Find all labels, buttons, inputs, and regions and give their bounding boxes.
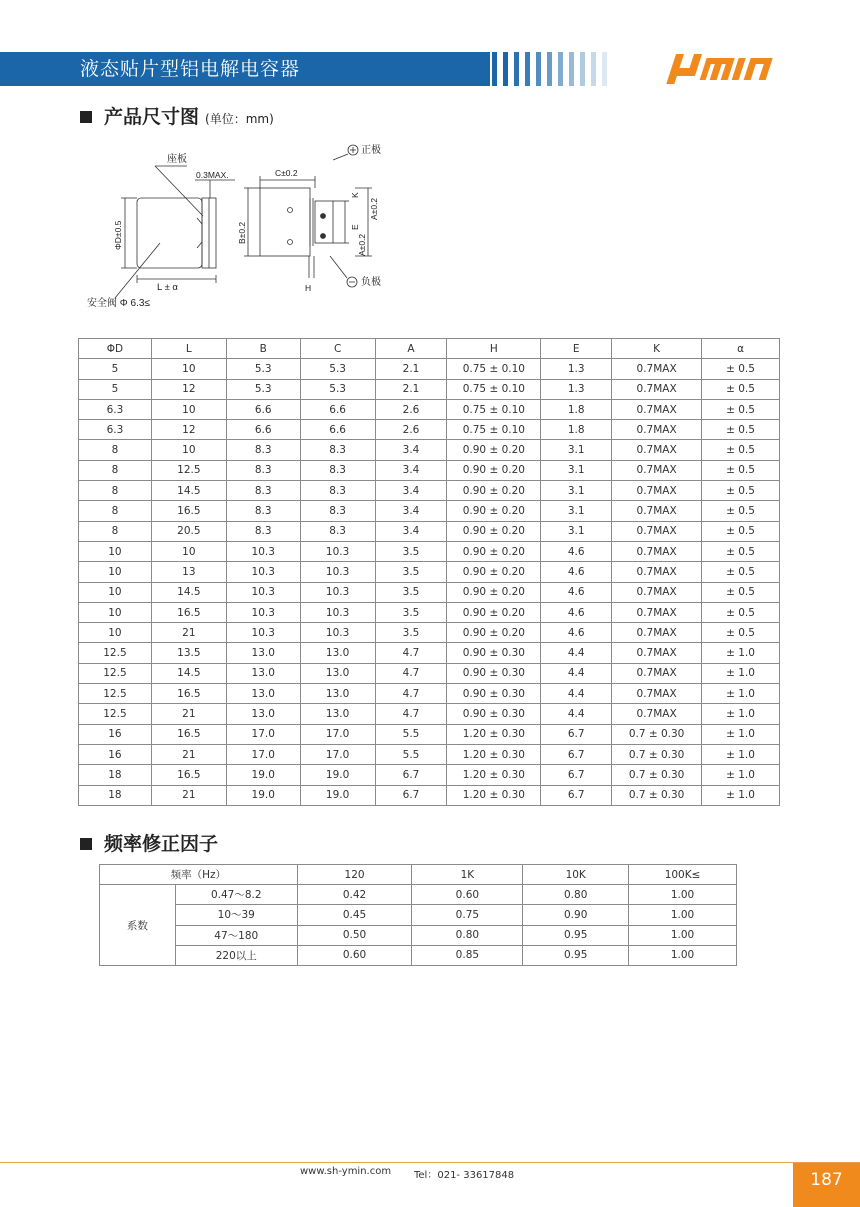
table-cell: 4.6: [541, 541, 612, 561]
frequency-table-body: [100, 865, 737, 966]
table-cell: 0.7MAX: [612, 399, 702, 419]
table-cell: ± 0.5: [702, 440, 780, 460]
table-cell: 21: [151, 785, 226, 805]
footer-tel: Tel：021- 33617848: [414, 1170, 515, 1181]
table-cell: 0.7MAX: [612, 420, 702, 440]
table-cell: 13.5: [151, 643, 226, 663]
bullet-square-icon: [80, 838, 92, 850]
table-cell: 14.5: [151, 663, 226, 683]
table-cell: 0.90 ± 0.20: [447, 582, 541, 602]
table-cell: 0.90 ± 0.20: [447, 623, 541, 643]
table-cell: 5.3: [226, 359, 300, 379]
table-row: [79, 379, 780, 399]
table-cell: 4.7: [375, 704, 447, 724]
table-cell: 20.5: [151, 521, 226, 541]
table-cell: ± 0.5: [702, 602, 780, 622]
table-row: [79, 623, 780, 643]
table-cell: 10: [79, 602, 152, 622]
table-cell: 10: [79, 562, 152, 582]
table-cell: 4.4: [541, 684, 612, 704]
freq-column-header: 120: [297, 865, 412, 885]
table-row: [79, 541, 780, 561]
column-header: C: [300, 339, 375, 359]
table-cell: 2.1: [375, 379, 447, 399]
table-cell: 8.3: [300, 440, 375, 460]
table-cell: ± 1.0: [702, 724, 780, 744]
table-cell: 0.7MAX: [612, 541, 702, 561]
label-b: B±0.2: [237, 221, 247, 244]
table-cell: 4.6: [541, 562, 612, 582]
table-cell: 1.20 ± 0.30: [447, 765, 541, 785]
table-cell: 10.3: [226, 562, 300, 582]
bottom-view: [244, 145, 372, 287]
coefficient-value: 0.95: [523, 925, 629, 945]
table-cell: 10.3: [300, 602, 375, 622]
table-cell: ± 1.0: [702, 744, 780, 764]
table-row: [79, 643, 780, 663]
table-cell: 0.75 ± 0.10: [447, 420, 541, 440]
table-cell: 8.3: [226, 501, 300, 521]
coefficient-value: 0.60: [412, 885, 523, 905]
table-cell: ± 0.5: [702, 399, 780, 419]
table-cell: 0.90 ± 0.20: [447, 602, 541, 622]
page-title: 液态贴片型铝电解电容器: [80, 58, 301, 80]
table-cell: 12.5: [79, 704, 152, 724]
table-cell: 16.5: [151, 602, 226, 622]
table-cell: 3.5: [375, 623, 447, 643]
table-cell: 16: [79, 724, 152, 744]
table-cell: 2.1: [375, 359, 447, 379]
label-k: K: [350, 192, 360, 198]
table-cell: 6.7: [375, 765, 447, 785]
coefficient-value: 0.60: [297, 945, 412, 965]
table-cell: 16.5: [151, 684, 226, 704]
label-h: H: [305, 283, 312, 293]
table-cell: 10.3: [300, 582, 375, 602]
ymin-logo: [664, 48, 784, 90]
capacitance-range: 220以上: [175, 945, 297, 965]
label-negative: 负极: [361, 277, 381, 288]
table-cell: 3.5: [375, 541, 447, 561]
table-cell: 21: [151, 744, 226, 764]
coefficient-value: 0.50: [297, 925, 412, 945]
table-cell: 2.6: [375, 420, 447, 440]
unit-label: (单位：mm): [205, 112, 274, 126]
table-cell: ± 0.5: [702, 623, 780, 643]
dimension-diagram: [85, 138, 415, 308]
table-cell: 0.90 ± 0.30: [447, 643, 541, 663]
table-cell: 3.4: [375, 481, 447, 501]
footer-rule: [0, 1162, 860, 1163]
table-row: [79, 684, 780, 704]
table-header-row: [79, 339, 780, 359]
table-cell: 1.20 ± 0.30: [447, 724, 541, 744]
table-cell: 13.0: [226, 684, 300, 704]
table-cell: 0.7MAX: [612, 582, 702, 602]
label-safety-valve: 安全阀 Φ 6.3≤: [87, 298, 150, 308]
table-row: [79, 704, 780, 724]
table-row: [79, 602, 780, 622]
table-cell: ± 0.5: [702, 359, 780, 379]
freq-header-row: [100, 865, 737, 885]
table-cell: 2.6: [375, 399, 447, 419]
label-e: E: [350, 224, 360, 230]
table-cell: 8: [79, 501, 152, 521]
table-cell: 10: [151, 399, 226, 419]
table-cell: 13.0: [300, 684, 375, 704]
frequency-table: [99, 864, 737, 966]
table-cell: 8.3: [226, 521, 300, 541]
table-cell: 6.3: [79, 420, 152, 440]
table-cell: 0.90 ± 0.20: [447, 541, 541, 561]
table-cell: ± 1.0: [702, 663, 780, 683]
table-cell: 0.90 ± 0.20: [447, 460, 541, 480]
coefficient-value: 1.00: [629, 925, 737, 945]
table-row: [79, 460, 780, 480]
table-cell: 0.7MAX: [612, 440, 702, 460]
table-cell: 0.90 ± 0.20: [447, 501, 541, 521]
table-row: [79, 663, 780, 683]
table-cell: 0.7MAX: [612, 704, 702, 724]
table-cell: 6.6: [226, 399, 300, 419]
table-cell: 4.4: [541, 643, 612, 663]
label-max: 0.3MAX.: [196, 170, 229, 180]
table-cell: 13.0: [300, 663, 375, 683]
freq-row: [100, 905, 737, 925]
table-cell: ± 1.0: [702, 765, 780, 785]
table-row: [79, 440, 780, 460]
table-cell: 10.3: [226, 602, 300, 622]
table-cell: ± 0.5: [702, 582, 780, 602]
coefficient-value: 0.45: [297, 905, 412, 925]
table-cell: 3.4: [375, 521, 447, 541]
table-cell: 6.7: [541, 724, 612, 744]
table-cell: 0.7MAX: [612, 521, 702, 541]
freq-column-header: 100K≤: [629, 865, 737, 885]
table-cell: 14.5: [151, 582, 226, 602]
table-cell: 6.7: [541, 785, 612, 805]
table-cell: 10.3: [300, 623, 375, 643]
table-cell: 13.0: [226, 704, 300, 724]
coefficient-value: 1.00: [629, 905, 737, 925]
table-cell: ± 1.0: [702, 684, 780, 704]
table-cell: 8: [79, 460, 152, 480]
table-cell: 0.7 ± 0.30: [612, 744, 702, 764]
table-cell: 21: [151, 623, 226, 643]
table-cell: 1.3: [541, 359, 612, 379]
table-cell: 4.6: [541, 623, 612, 643]
coefficient-value: 1.00: [629, 885, 737, 905]
table-cell: 12: [151, 420, 226, 440]
table-cell: 5.3: [226, 379, 300, 399]
table-cell: 3.1: [541, 460, 612, 480]
table-cell: 10.3: [226, 582, 300, 602]
table-cell: 3.4: [375, 501, 447, 521]
table-cell: 0.90 ± 0.30: [447, 704, 541, 724]
side-view: [115, 166, 235, 298]
freq-header-label: 频率（Hz）: [100, 865, 298, 885]
table-row: [79, 399, 780, 419]
table-cell: 0.7MAX: [612, 481, 702, 501]
table-cell: 13.0: [300, 704, 375, 724]
table-cell: 0.7MAX: [612, 684, 702, 704]
table-cell: 5.5: [375, 744, 447, 764]
table-cell: 6.3: [79, 399, 152, 419]
table-row: [79, 562, 780, 582]
table-cell: 6.6: [300, 420, 375, 440]
table-cell: ± 0.5: [702, 460, 780, 480]
table-cell: 8.3: [300, 481, 375, 501]
table-cell: 5: [79, 359, 152, 379]
table-cell: 0.90 ± 0.20: [447, 562, 541, 582]
table-cell: 6.7: [541, 765, 612, 785]
table-cell: 10: [151, 359, 226, 379]
table-cell: ± 0.5: [702, 541, 780, 561]
table-cell: 19.0: [300, 785, 375, 805]
table-cell: 13.0: [226, 643, 300, 663]
table-cell: 16: [79, 744, 152, 764]
table-cell: 0.7MAX: [612, 602, 702, 622]
table-cell: 0.7MAX: [612, 663, 702, 683]
table-cell: ± 0.5: [702, 420, 780, 440]
label-a-upper: A±0.2: [369, 197, 379, 220]
table-cell: 3.1: [541, 521, 612, 541]
table-cell: 10: [79, 541, 152, 561]
table-cell: 4.6: [541, 582, 612, 602]
column-header: E: [541, 339, 612, 359]
table-cell: 19.0: [226, 765, 300, 785]
table-cell: 14.5: [151, 481, 226, 501]
coefficient-value: 0.90: [523, 905, 629, 925]
freq-row: [100, 925, 737, 945]
dimension-table-body: [79, 339, 780, 806]
section-title-frequency: 频率修正因子: [80, 829, 218, 856]
capacitance-range: 0.47～8.2: [175, 885, 297, 905]
column-header: A: [375, 339, 447, 359]
table-cell: 0.7MAX: [612, 501, 702, 521]
table-cell: 10.3: [300, 541, 375, 561]
table-cell: 0.7MAX: [612, 623, 702, 643]
table-cell: 1.3: [541, 379, 612, 399]
footer-website[interactable]: www.sh-ymin.com: [300, 1166, 392, 1177]
table-cell: 12.5: [79, 643, 152, 663]
table-cell: ± 0.5: [702, 521, 780, 541]
freq-column-header: 10K: [523, 865, 629, 885]
table-cell: 12.5: [79, 663, 152, 683]
freq-column-header: 1K: [412, 865, 523, 885]
table-row: [79, 359, 780, 379]
table-cell: 8: [79, 521, 152, 541]
freq-row: [100, 945, 737, 965]
label-seat-plate: 座板: [167, 154, 187, 165]
table-cell: ± 1.0: [702, 785, 780, 805]
table-cell: 8: [79, 481, 152, 501]
table-cell: 0.75 ± 0.10: [447, 379, 541, 399]
table-cell: 17.0: [226, 744, 300, 764]
table-cell: 12.5: [151, 460, 226, 480]
coefficient-value: 0.80: [412, 925, 523, 945]
table-row: [79, 481, 780, 501]
table-row: [79, 582, 780, 602]
section-title-dimensions: 产品尺寸图 (单位：mm): [80, 102, 274, 129]
table-cell: 4.7: [375, 684, 447, 704]
table-cell: 12: [151, 379, 226, 399]
bullet-square-icon: [80, 111, 92, 123]
table-cell: 1.20 ± 0.30: [447, 744, 541, 764]
table-cell: ± 1.0: [702, 704, 780, 724]
table-cell: 1.8: [541, 420, 612, 440]
dimension-table: [78, 338, 780, 806]
table-cell: 5.3: [300, 379, 375, 399]
table-cell: 17.0: [300, 724, 375, 744]
table-cell: 0.7 ± 0.30: [612, 765, 702, 785]
table-cell: 8.3: [300, 460, 375, 480]
table-cell: ± 0.5: [702, 501, 780, 521]
table-cell: 0.90 ± 0.20: [447, 521, 541, 541]
table-cell: 0.75 ± 0.10: [447, 359, 541, 379]
table-cell: 8.3: [300, 501, 375, 521]
coefficient-label: 系数: [100, 885, 176, 966]
table-cell: 0.7MAX: [612, 562, 702, 582]
table-cell: 17.0: [226, 724, 300, 744]
coefficient-value: 0.42: [297, 885, 412, 905]
table-row: [79, 744, 780, 764]
table-cell: 12.5: [79, 684, 152, 704]
table-cell: 10.3: [226, 541, 300, 561]
table-cell: 16.5: [151, 501, 226, 521]
table-cell: 3.1: [541, 440, 612, 460]
table-cell: 16.5: [151, 765, 226, 785]
table-row: [79, 501, 780, 521]
table-row: [79, 420, 780, 440]
table-cell: 4.4: [541, 663, 612, 683]
coefficient-value: 0.85: [412, 945, 523, 965]
table-cell: 3.1: [541, 481, 612, 501]
table-cell: ± 0.5: [702, 379, 780, 399]
table-cell: 10: [151, 440, 226, 460]
table-cell: 0.90 ± 0.20: [447, 481, 541, 501]
table-cell: 10: [79, 623, 152, 643]
table-cell: 8.3: [226, 460, 300, 480]
header-stripes: [492, 52, 632, 86]
table-cell: 0.7 ± 0.30: [612, 724, 702, 744]
table-cell: 0.90 ± 0.20: [447, 440, 541, 460]
table-row: [79, 724, 780, 744]
table-cell: ± 0.5: [702, 481, 780, 501]
table-cell: 4.7: [375, 643, 447, 663]
table-cell: 18: [79, 785, 152, 805]
table-cell: 0.90 ± 0.30: [447, 684, 541, 704]
page-number: 187: [793, 1163, 860, 1207]
table-cell: 0.75 ± 0.10: [447, 399, 541, 419]
table-cell: 10.3: [300, 562, 375, 582]
table-cell: 1.20 ± 0.30: [447, 785, 541, 805]
column-header: α: [702, 339, 780, 359]
table-cell: 10: [79, 582, 152, 602]
table-cell: ± 1.0: [702, 643, 780, 663]
coefficient-value: 0.95: [523, 945, 629, 965]
table-cell: 8.3: [300, 521, 375, 541]
table-cell: 3.5: [375, 582, 447, 602]
label-positive: 正极: [361, 145, 381, 156]
table-cell: 6.6: [300, 399, 375, 419]
table-cell: 8.3: [226, 481, 300, 501]
table-cell: 0.7MAX: [612, 460, 702, 480]
table-cell: 6.7: [541, 744, 612, 764]
table-cell: 3.5: [375, 602, 447, 622]
table-cell: 5: [79, 379, 152, 399]
table-cell: 5.3: [300, 359, 375, 379]
table-cell: 21: [151, 704, 226, 724]
column-header: ΦD: [79, 339, 152, 359]
table-cell: 17.0: [300, 744, 375, 764]
table-row: [79, 765, 780, 785]
label-phi-d: ΦD±0.5: [113, 220, 123, 250]
table-cell: 13: [151, 562, 226, 582]
column-header: H: [447, 339, 541, 359]
coefficient-value: 0.75: [412, 905, 523, 925]
table-cell: 19.0: [300, 765, 375, 785]
table-cell: 8.3: [226, 440, 300, 460]
table-cell: 0.7 ± 0.30: [612, 785, 702, 805]
table-cell: 0.7MAX: [612, 643, 702, 663]
table-cell: 10: [151, 541, 226, 561]
table-cell: 8: [79, 440, 152, 460]
freq-row: [100, 885, 737, 905]
table-cell: 6.6: [226, 420, 300, 440]
coefficient-value: 1.00: [629, 945, 737, 965]
table-cell: 13.0: [226, 663, 300, 683]
table-cell: 3.4: [375, 460, 447, 480]
table-row: [79, 785, 780, 805]
table-cell: 4.6: [541, 602, 612, 622]
table-cell: 4.7: [375, 663, 447, 683]
coefficient-value: 0.80: [523, 885, 629, 905]
table-cell: 3.4: [375, 440, 447, 460]
label-c: C±0.2: [275, 168, 298, 178]
table-cell: 13.0: [300, 643, 375, 663]
table-cell: 18: [79, 765, 152, 785]
table-cell: 19.0: [226, 785, 300, 805]
table-cell: 6.7: [375, 785, 447, 805]
table-cell: 1.8: [541, 399, 612, 419]
label-a-lower: A±0.2: [357, 233, 367, 256]
table-cell: 3.5: [375, 562, 447, 582]
capacitance-range: 10～39: [175, 905, 297, 925]
capacitance-range: 47～180: [175, 925, 297, 945]
table-cell: 10.3: [226, 623, 300, 643]
table-cell: 3.1: [541, 501, 612, 521]
table-cell: 5.5: [375, 724, 447, 744]
table-row: [79, 521, 780, 541]
column-header: K: [612, 339, 702, 359]
label-l-alpha: L ± α: [157, 282, 178, 293]
table-cell: 16.5: [151, 724, 226, 744]
table-cell: 0.7MAX: [612, 359, 702, 379]
table-cell: 0.90 ± 0.30: [447, 663, 541, 683]
column-header: L: [151, 339, 226, 359]
table-cell: 4.4: [541, 704, 612, 724]
column-header: B: [226, 339, 300, 359]
table-cell: 0.7MAX: [612, 379, 702, 399]
table-cell: ± 0.5: [702, 562, 780, 582]
